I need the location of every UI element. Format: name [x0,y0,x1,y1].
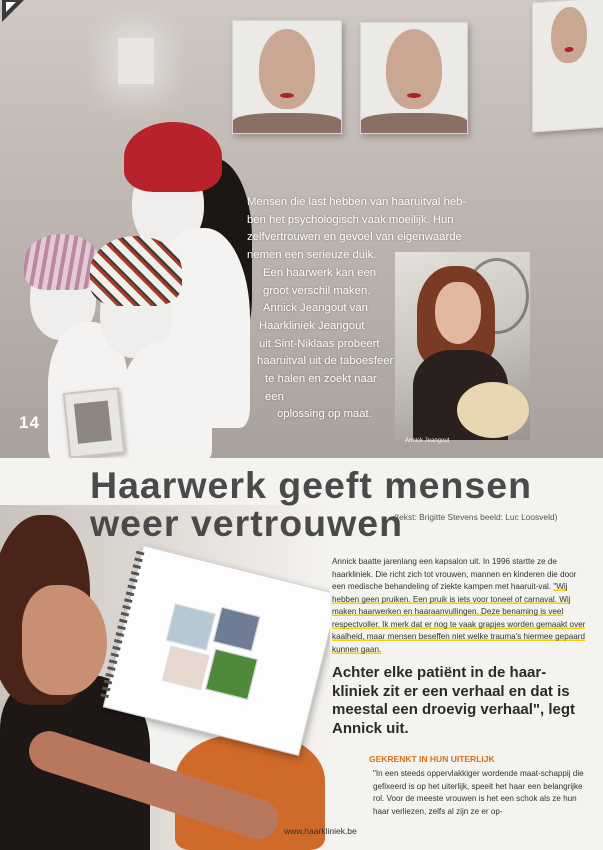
page-number: 14 [19,413,40,432]
wall-portrait-2 [360,22,468,134]
body-text-plain: Annick baatte jarenlang een kapsalon uit. In 1996 startte ze de haarkliniek. Die richt zich tot vrouwen, mannen en kinderen die door een medische behandeling of ziekte kampen met haaruit-val. [332,557,577,591]
section-subhead: GEKRENKT IN HUN UITERLIJK [369,754,495,764]
intro-line: zelfvertrouwen en gevoel van eigenwaarde [247,231,462,244]
page-corner-icon [2,0,24,22]
intro-line: groot verschil maken. [263,284,371,297]
portrait-annick [395,252,530,440]
website-url[interactable]: www.haarkliniek.be [284,826,357,836]
body-paragraph [332,556,590,656]
intro-line: Mensen die last hebben van haaruitval heb- [247,196,467,208]
intro-line: ben het psychologisch vaak moeilijk. Hun [247,213,454,226]
intro-line: Annick Jeangout van [263,302,368,315]
intro-line: te halen en zoekt naar een [265,373,377,403]
framed-photo [63,387,126,458]
intro-line: uit Sint-Niklaas probeert [259,337,380,350]
body-text-highlighted: "Wij hebben geen pruiken. Een pruik is iets voor toneel of carnaval. Wij maken haarwerken en haaraanvullingen. Deze benaming is veel respectvoller. Ik merk dat er nog te vaak grapjes worden gemaakt over kaalheid, maar mensen beseffen niet welke trauma's hiermee gepaard kunnen gaan. [332,582,586,654]
intro-line: Haarkliniek Jeangout [259,319,365,332]
portrait-caption: Annick Jeangout [405,438,450,444]
byline: (tekst: Brigitte Stevens beeld: Luc Loosveld) [394,512,558,522]
wall-portrait-3 [532,0,603,133]
intro-line: Een haarwerk kan een [263,266,377,279]
bottom-photo-binder [0,505,330,850]
headline-line-1: Haarwerk geeft mensen [90,464,533,506]
wall-lamp [118,38,154,84]
intro-line: oplossing op maat. [277,408,372,421]
wall-portrait-1 [232,20,342,134]
body-paragraph-2: "In een steeds oppervlakkiger wordende maat-schappij die gefixeerd is op het uiterlijk, speelt het haar een belangrijke rol. Voor de meeste vrouwen is het een schok als ze hun haar verliezen, zelfs al zijn ze er op- [373,769,584,816]
intro-line: nemen een serieuze duik. [247,249,377,262]
pull-quote: Achter elke patiënt in de haar-kliniek zit er een verhaal en dat is meestal een droevig verhaal", legt Annick uit. [332,664,576,737]
intro-line: haaruitval uit de taboesfeer [257,355,394,368]
intro-text [247,194,467,424]
headline-line-2: weer vertrouwen [90,502,404,544]
headline [90,466,532,542]
